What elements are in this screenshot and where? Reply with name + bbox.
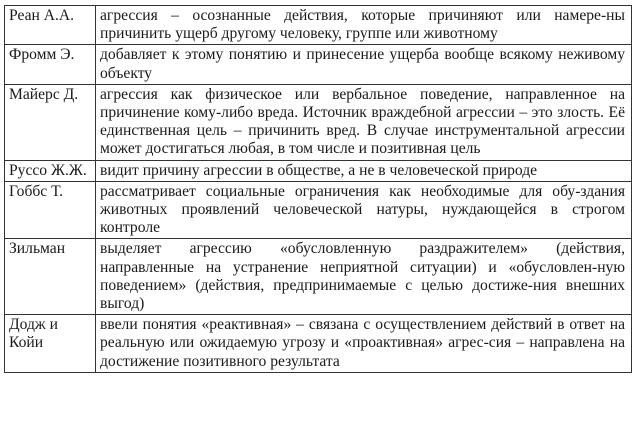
table-row bbox=[5, 45, 632, 84]
author-cell: Гоббс Т. bbox=[5, 181, 96, 239]
table-row bbox=[5, 6, 632, 45]
table-row bbox=[5, 239, 632, 315]
table-row bbox=[5, 315, 632, 373]
author-cell: Фромм Э. bbox=[5, 45, 96, 84]
author-cell: Майерс Д. bbox=[5, 84, 96, 160]
definition-cell: рассматривает социальные ограничения как необходимые для обу-здания животных проявлений человеческой натуры, нуждающейся в строгом контроле bbox=[96, 181, 632, 239]
author-cell: Додж и Койи bbox=[5, 315, 96, 373]
definition-cell: агрессия как физическое или вербальное поведение, направленное на причинение кому-либо вреда. Источник враждебной агрессии – это злость. Её единственная цель – причинить вред. В случае инструментальной агрессии может достигаться любая, в том числе и позитивная цель bbox=[96, 84, 632, 160]
definition-cell: ввели понятия «реактивная» – связана с осуществлением действий в ответ на реальную или ожидаемую угрозу и «проактивная» агрес-сия – направлена на достижение позитивного результата bbox=[96, 315, 632, 373]
definition-cell: агрессия – осознанные действия, которые причиняют или намере-ны причинить ущерб другому человеку, группе или животному bbox=[96, 6, 632, 45]
table-row bbox=[5, 160, 632, 181]
definition-cell: видит причину агрессии в обществе, а не в человеческой природе bbox=[96, 160, 632, 181]
table-row bbox=[5, 181, 632, 239]
author-cell: Руссо Ж.Ж. bbox=[5, 160, 96, 181]
definition-cell: выделяет агрессию «обусловленную раздражителем» (действия, направленные на устранение неприятной ситуации) и «обусловлен-ную поведением» (действия, предпринимаемые с целью достиже-ния внешних выгод) bbox=[96, 239, 632, 315]
definition-cell: добавляет к этому понятию и принесение ущерба вообще всякому неживому объекту bbox=[96, 45, 632, 84]
table-row bbox=[5, 84, 632, 160]
author-cell: Реан А.А. bbox=[5, 6, 96, 45]
author-cell: Зильман bbox=[5, 239, 96, 315]
aggression-definitions-table bbox=[4, 5, 632, 373]
